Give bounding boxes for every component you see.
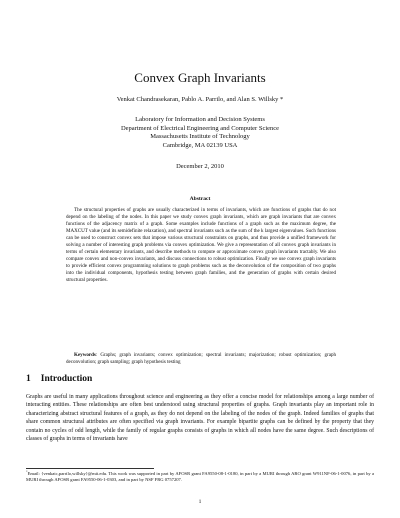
- intro-paragraph: Graphs are useful in many applications throughout science and engineering as they offer a concise model for relationships among a large number of interacting entities. These relationships are often best understood using structural properties of graphs. Graph invariants play an important role in characterizing abstract structural features of a graph, as they do not depend on the labeling of the nodes of the graph. Indeed families of graphs that share common structural attributes are often specified via graph invariants. For example bipartite graphs can be defined by the property that they contain no cycles of odd length, while the family of regular graphs consists of graphs in which all nodes have the same degree. Such descriptions of classes of graphs in terms of invariants have: [26, 394, 374, 443]
- affiliation-line: Laboratory for Information and Decision Systems: [135, 116, 265, 123]
- abstract-heading: Abstract: [189, 196, 211, 202]
- paper-date: December 2, 2010: [176, 163, 224, 170]
- paper-title: Convex Graph Invariants: [134, 70, 266, 85]
- keywords-label: Keywords: [74, 352, 96, 358]
- footnote: [26, 471, 374, 483]
- abstract-text: The structural properties of graphs are usually characterized in terms of invariants, which are functions of graphs that do not depend on the labeling of the nodes. In this paper we study convex graph invariants, which are graph invariants that are convex functions of the adjacency matrix of a graph. Some examples include functions of a graph such as the maximum degree, the MAXCUT value (and its semidefinite relaxation), and spectral invariants such as the sum of the k largest eigenvalues. Such functions can be used to construct convex sets that impose various structural constraints on graphs, and thus provide a unified framework for solving a number of interesting graph problems via convex optimization. We give a representation of all convex graph invariants in terms of certain elementary invariants, and describe methods to compute or approximate convex graph invariants tractably. We also compare convex and non-convex invariants, and discuss connections to robust optimization. Finally we use convex graph invariants to provide efficient convex programming solutions to graph problems such as the deconvolution of the composition of two graphs into the individual components, hypothesis testing between graph families, and the generation of graphs with certain desired structural properties.: [66, 207, 336, 283]
- author-list: Venkat Chandrasekaran, Pablo A. Parrilo, and Alan S. Willsky *: [116, 96, 284, 103]
- affiliation-line: Cambridge, MA 02139 USA: [162, 141, 238, 149]
- page-number: 1: [198, 499, 202, 505]
- footnote-text: Email: {venkatc,parrilo,willsky}@mit.edu. This work was supported in part by AFOSR grant FA9550-08-1-0180, in part by a MURI through ARO grant W911NF-06-1-0076, in part by a MURI through AFOSR grant FA9550-06-1-0303, and in part by NSF FRG 0757207.: [26, 471, 374, 482]
- section-number: 1: [26, 374, 31, 384]
- keywords-paragraph: [66, 352, 336, 366]
- keywords-text: : Graphs; graph invariants; convex optimization; spectral invariants; majorization; robust optimization; graph deconvolution; graph sampling; graph hypothesis testing: [66, 352, 336, 365]
- section-heading: [26, 374, 92, 384]
- affiliation-block: [0, 116, 400, 150]
- section-title: Introduction: [40, 374, 93, 384]
- affiliation-line: Massachusetts Institute of Technology: [150, 133, 250, 141]
- footnote-mark: *: [26, 469, 28, 474]
- affiliation-line: Department of Electrical Engineering and Computer Science: [120, 124, 280, 132]
- footnote-rule: [26, 468, 154, 469]
